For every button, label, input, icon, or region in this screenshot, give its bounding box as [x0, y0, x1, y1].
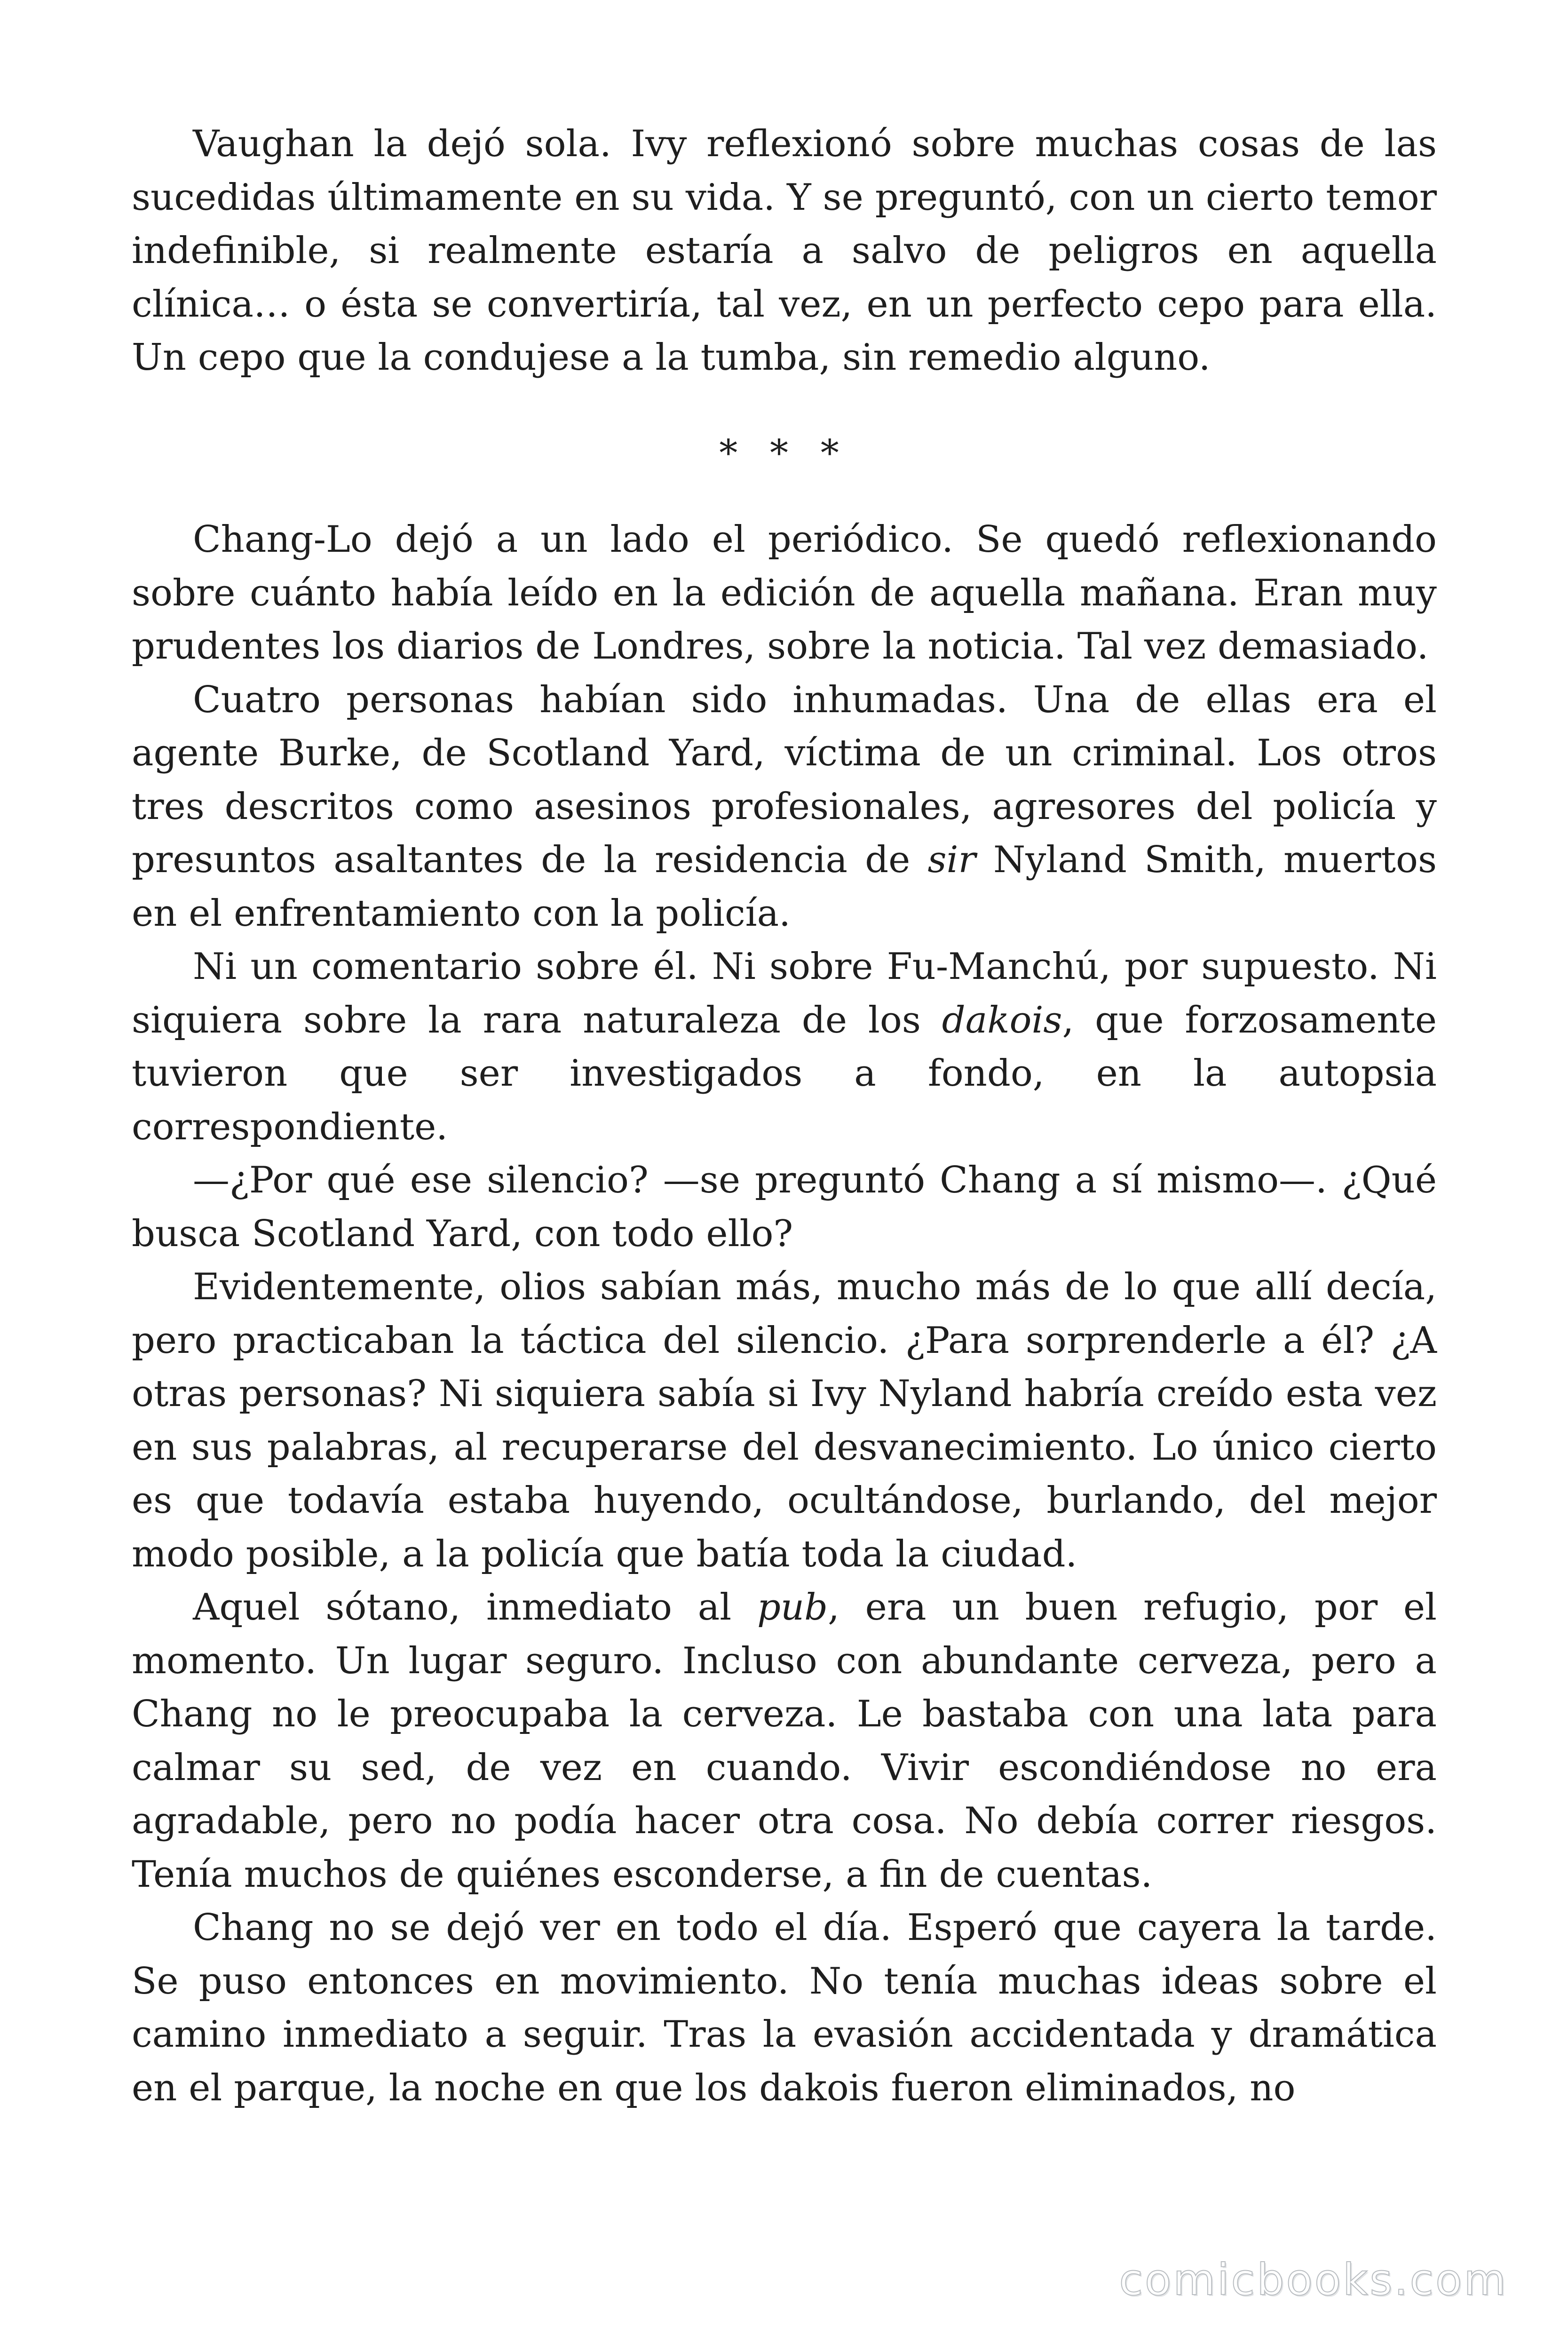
paragraph	[132, 1261, 1437, 1581]
text-run: , era un buen refugio, por el momento. Un lugar seguro. Incluso con abundante cerveza, pero a Chang no le preocupaba la cerveza. Le bastaba con una lata para calmar su sed, de vez en cuando. Vivir escondiéndose no era agradable, pero no podía hacer otra cosa. No debía correr riesgos. Tenía muchos de quiénes esconderse, a fin de cuentas.	[132, 1586, 1437, 1896]
paragraph	[132, 674, 1437, 941]
paragraph	[132, 1581, 1437, 1901]
text-run: —¿Por qué ese silencio? —se preguntó Chang a sí mismo—. ¿Qué busca Scotland Yard, con todo ello?	[132, 1159, 1437, 1255]
section-before-break	[132, 118, 1437, 385]
text-run: Evidentemente, olios sabían más, mucho más de lo que allí decía, pero practicaban la táctica del silencio. ¿Para sorprenderle a él? ¿A otras personas? Ni siquiera sabía si Ivy Nyland habría creído esta vez en sus palabras, al recuperarse del desvanecimiento. Lo único cierto es que todavía estaba huyendo, ocultándose, burlando, del mejor modo posible, a la policía que batía toda la ciudad.	[132, 1266, 1437, 1575]
text-run: , que forzosamente tuvieron que ser investigados a fondo, en la autopsia correspondiente.	[132, 999, 1437, 1148]
scene-break: * * *	[719, 432, 849, 475]
italic-text: dakois	[942, 999, 1062, 1041]
paragraph	[132, 513, 1437, 674]
paragraph	[132, 940, 1437, 1154]
text-run: Cuatro personas habían sido inhumadas. Una de ellas era el agente Burke, de Scotland Yard, víctima de un criminal. Los otros tres descritos como asesinos profesionales, agresores del policía y presuntos asaltantes de la residencia de	[132, 678, 1437, 881]
paragraph	[132, 1154, 1437, 1261]
text-run: Vaughan la dejó sola. Ivy reflexionó sobre muchas cosas de las sucedidas últimamente en su vida. Y se preguntó, con un cierto temor indefinible, si realmente estaría a salvo de peligros en aquella clínica… o ésta se convertiría, tal vez, en un perfecto cepo para ella. Un cepo que la condujese a la tumba, sin remedio alguno.	[132, 123, 1437, 379]
section-after-break	[132, 513, 1437, 2115]
italic-text: pub	[757, 1586, 828, 1629]
text-run: Ni un comentario sobre él. Ni sobre Fu-Manchú, por supuesto. Ni siquiera sobre la rara naturaleza de los	[132, 946, 1437, 1041]
text-run: Aquel sótano, inmediato al	[193, 1586, 757, 1629]
watermark: comicbooks.com	[1119, 2255, 1508, 2305]
paragraph	[132, 118, 1437, 385]
paragraph	[132, 1901, 1437, 2115]
book-page	[132, 118, 1437, 2115]
text-run: Chang no se dejó ver en todo el día. Esperó que cayera la tarde. Se puso entonces en movimiento. No tenía muchas ideas sobre el camino inmediato a seguir. Tras la evasión accidentada y dramática en el parque, la noche en que los dakois fueron eliminados, no	[132, 1907, 1437, 2109]
italic-text: sir	[927, 839, 976, 881]
text-run: Chang-Lo dejó a un lado el periódico. Se quedó reflexionando sobre cuánto había leído en la edición de aquella mañana. Eran muy prudentes los diarios de Londres, sobre la noticia. Tal vez demasiado.	[132, 518, 1437, 667]
text-run: Nyland Smith, muertos en el enfrentamiento con la policía.	[132, 839, 1437, 935]
